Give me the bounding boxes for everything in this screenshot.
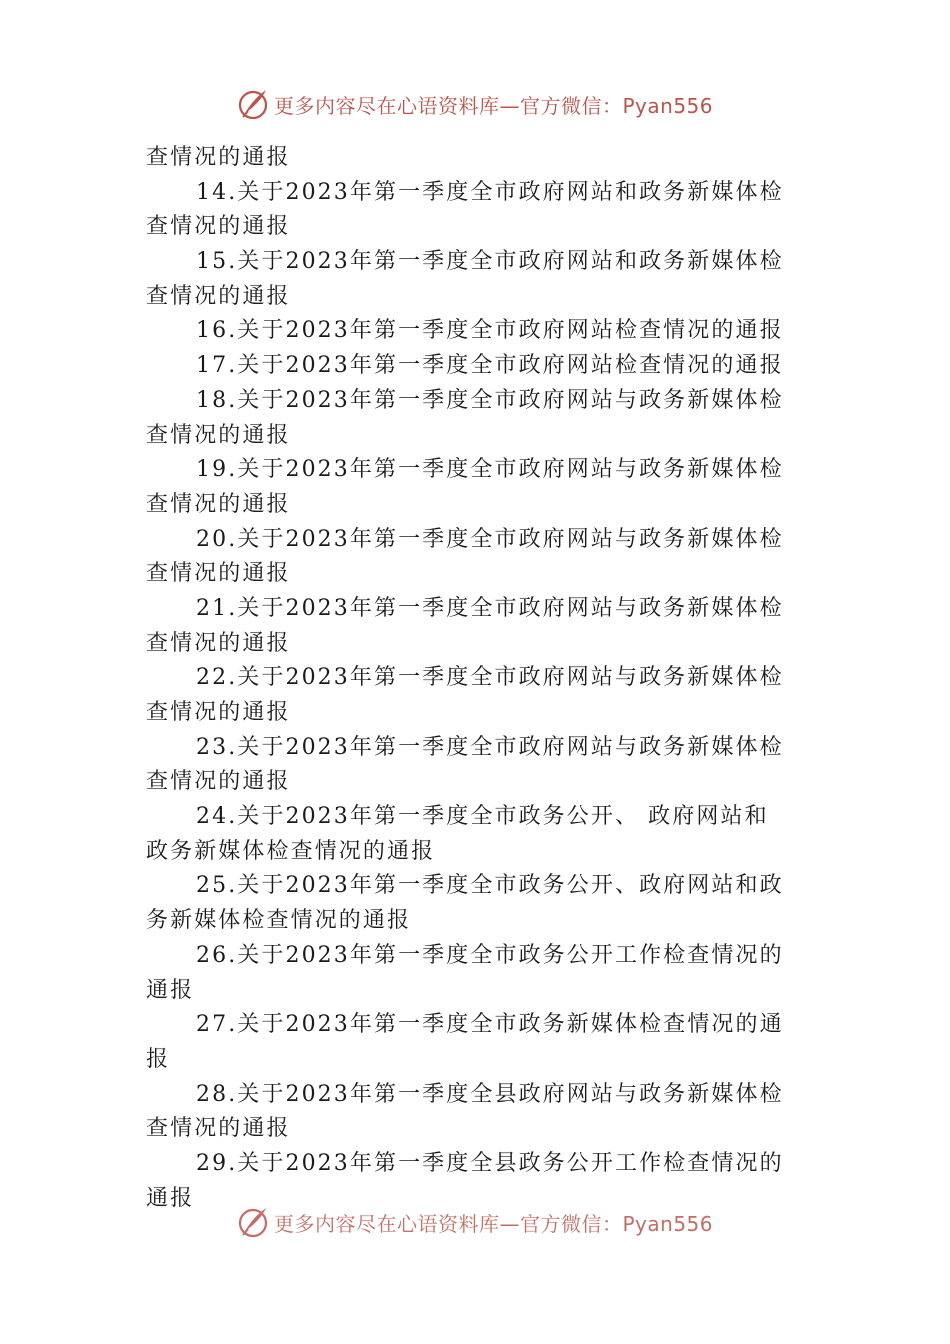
list-item-continuation-line: 查情况的通报: [146, 145, 291, 170]
list-item-continuation-line: 查情况的通报: [146, 283, 291, 309]
list-item-continuation-line: 查情况的通报: [146, 700, 291, 725]
list-item-continuation-line: 查情况的通报: [146, 561, 291, 587]
list-item-title-line: 22.关于2023年第一季度全市政府网站与政务新媒体检: [196, 665, 784, 691]
list-item-continuation-line: 查情况的通报: [146, 422, 291, 448]
list-item-title-line: 29.关于2023年第一季度全县政务公开工作检查情况的: [196, 1150, 784, 1176]
list-item-title-line: 24.关于2023年第一季度全市政务公开、 政府网站和: [196, 804, 769, 830]
footer-watermark: [236, 1207, 713, 1237]
feather-pen-seal-icon: [236, 1207, 270, 1237]
feather-pen-seal-icon: [236, 87, 270, 121]
list-item-title-line: 23.关于2023年第一季度全市政府网站与政务新媒体检: [196, 734, 784, 760]
list-item-continuation-line: 查情况的通报: [146, 214, 291, 240]
list-item-continuation-line: 务新媒体检查情况的通报: [146, 908, 412, 934]
document-body: [146, 141, 810, 1216]
list-item-title-line: 27.关于2023年第一季度全市政务新媒体检查情况的通: [196, 1012, 784, 1038]
list-item-continuation-line: 政务新媒体检查情况的通报: [146, 838, 436, 864]
list-item-title-line: 25.关于2023年第一季度全市政务公开、政府网站和政: [196, 873, 784, 899]
list-item-continuation-line: 查情况的通报: [146, 491, 291, 517]
watermark-text: 更多内容尽在心语资料库—官方微信：Pyan556: [274, 93, 714, 118]
list-item-title-line: 18.关于2023年第一季度全市政府网站与政务新媒体检: [196, 387, 784, 413]
list-item-title-line: 16.关于2023年第一季度全市政府网站检查情况的通报: [196, 318, 784, 344]
list-item-continuation-line: 报: [146, 1046, 171, 1072]
list-item-title-line: 28.关于2023年第一季度全县政府网站与政务新媒体检: [196, 1081, 784, 1107]
list-item-title-line: 14.关于2023年第一季度全市政府网站和政务新媒体检: [196, 179, 784, 205]
list-item-title-line: 17.关于2023年第一季度全市政府网站检查情况的通报: [196, 353, 784, 379]
list-item-continuation-line: 查情况的通报: [146, 630, 291, 656]
list-item-title-line: 21.关于2023年第一季度全市政府网站与政务新媒体检: [196, 595, 784, 621]
list-item-title-line: 26.关于2023年第一季度全市政务公开工作检查情况的: [196, 942, 784, 968]
list-item-continuation-line: 通报: [146, 977, 195, 1003]
list-item-title-line: 15.关于2023年第一季度全市政府网站和政务新媒体检: [196, 249, 784, 275]
header-watermark: [236, 87, 713, 121]
watermark-text-footer: 更多内容尽在心语资料库—官方微信：Pyan556: [274, 1211, 714, 1236]
list-item-continuation-line: 查情况的通报: [146, 1116, 291, 1142]
list-item-continuation-line: 通报: [146, 1185, 195, 1211]
list-item-continuation-line: 查情况的通报: [146, 769, 291, 795]
list-item-title-line: 19.关于2023年第一季度全市政府网站与政务新媒体检: [196, 457, 784, 483]
list-item-title-line: 20.关于2023年第一季度全市政府网站与政务新媒体检: [196, 526, 784, 552]
